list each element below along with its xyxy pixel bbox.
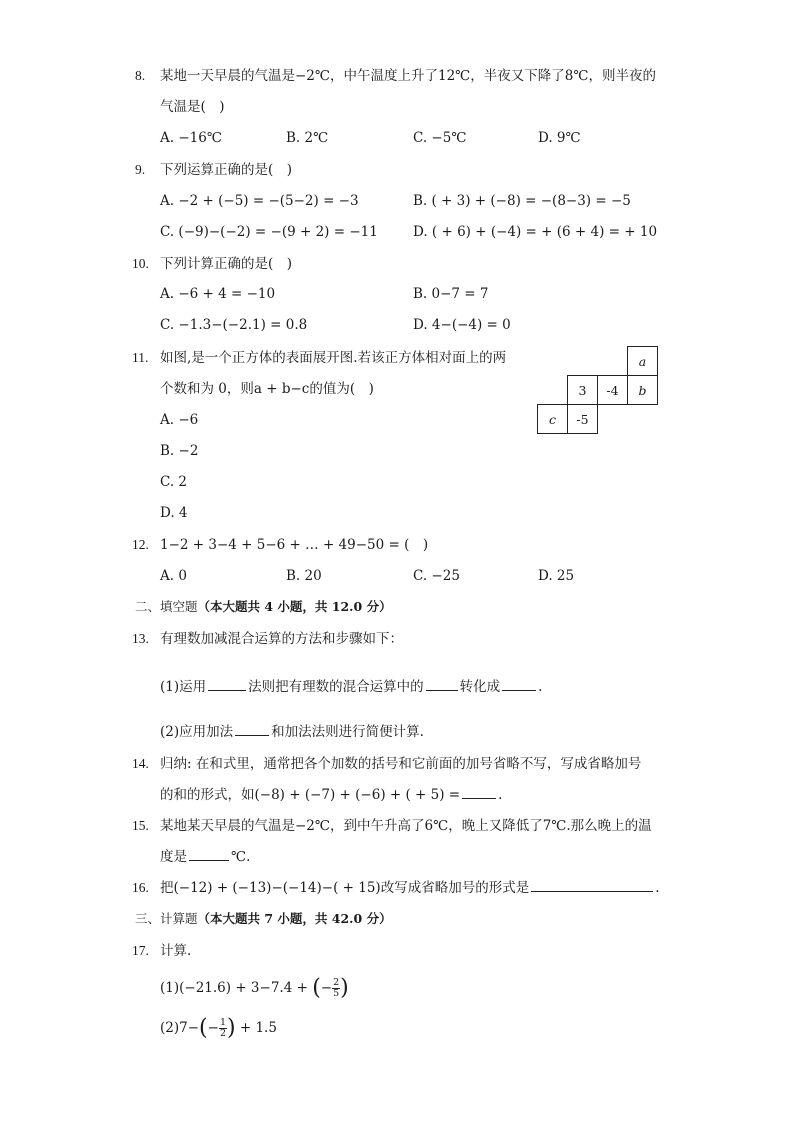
q8-option-b: B. 2℃	[286, 130, 329, 146]
q17-expression-2	[160, 1015, 277, 1041]
q13-part1-b: 法则把有理数的混合运算中的	[248, 679, 424, 695]
q11-number: 11.	[132, 350, 149, 365]
q11-text-line2: 个数和为 0，则a + b−c的值为( )	[160, 381, 374, 397]
q17-e2-close-paren: )	[226, 1015, 236, 1041]
net-cell-neg4: -4	[597, 375, 628, 405]
q13-part1	[160, 678, 542, 696]
q13-part1-c: 转化成	[459, 679, 501, 695]
q11-option-b: B. −2	[160, 443, 199, 459]
q12-option-a: A. 0	[160, 568, 187, 584]
q12-number: 12.	[132, 537, 149, 552]
q10-text: 下列计算正确的是( )	[160, 256, 293, 272]
q17-number: 17.	[132, 943, 149, 958]
q10-option-d: D. 4−(−4) = 0	[413, 317, 511, 333]
q17-e1-open-paren: (	[312, 975, 321, 1001]
q12-option-d: D. 25	[538, 568, 575, 584]
net-cell-neg5: -5	[567, 404, 598, 434]
q14-line2-a: 的和的形式，如(−8) + (−7) + (−6) + ( + 5) =	[160, 787, 461, 803]
net-cell-3: 3	[567, 375, 598, 405]
q9-option-d: D. ( + 6) + (−4) = + (6 + 4) = + 10	[413, 224, 658, 240]
q8-option-d: D. 9℃	[538, 130, 581, 146]
q16-text-a: 把(−12) + (−13)−(−14)−( + 15)改写成省略加号的形式是	[160, 880, 530, 896]
q13-part1-d: .	[538, 679, 543, 695]
q13-blank-1[interactable]	[208, 678, 246, 691]
section3-detail: （本大题共 7 小题，共 42.0 分）	[197, 911, 392, 926]
q17-e2-fraction	[219, 1018, 227, 1039]
q17-expression-1	[160, 975, 349, 1001]
q13-number: 13.	[132, 631, 149, 646]
q10-option-c: C. −1.3−(−2.1) = 0.8	[160, 317, 308, 333]
q17-e1-minus: −	[320, 980, 333, 996]
q17-e1-close-paren: )	[340, 975, 349, 1001]
q8-number: 8.	[135, 68, 146, 83]
q13-blank-3[interactable]	[502, 678, 536, 691]
q16-number: 16.	[132, 880, 149, 895]
q9-option-c: C. (−9)−(−2) = −(9 + 2) = −11	[160, 224, 378, 240]
q12-option-b: B. 20	[286, 568, 322, 584]
q17-e1-text: (1)(−21.6) + 3−7.4 +	[160, 980, 313, 996]
q8-text-line1: 某地一天早晨的气温是−2℃，中午温度上升了12℃，半夜又下降了8℃，则半夜的	[160, 68, 656, 84]
q15-number: 15.	[132, 818, 149, 833]
q17-e2-numerator: 1	[219, 1017, 226, 1028]
section-heading-fill-in	[135, 598, 392, 616]
q13-part2-a: (2)应用加法	[160, 724, 234, 740]
q12-text: 1−2 + 3−4 + 5−6 + … + 49−50 = ( )	[160, 537, 429, 553]
q17-e1-denominator: 5	[333, 988, 340, 999]
q12-option-c: C. −25	[413, 568, 460, 584]
q15-text-line2	[160, 848, 250, 866]
q11-option-c: C. 2	[160, 474, 188, 490]
q8-option-c: C. −5℃	[413, 130, 467, 146]
q14-blank[interactable]	[462, 786, 496, 799]
q13-text: 有理数加减混合运算的方法和步骤如下：	[160, 631, 403, 647]
q9-option-b: B. ( + 3) + (−8) = −(8−3) = −5	[413, 193, 631, 209]
q17-e1-fraction	[332, 978, 340, 999]
section2-prefix: 二、填空题	[135, 599, 198, 614]
q16-text-b: .	[655, 880, 660, 896]
section-heading-calculation	[135, 910, 392, 928]
q11-option-a: A. −6	[160, 412, 199, 428]
q13-blank-2[interactable]	[426, 678, 458, 691]
q13-blank-4[interactable]	[235, 723, 269, 736]
q10-option-a: A. −6 + 4 = −10	[160, 286, 276, 302]
q16-blank[interactable]	[531, 879, 653, 892]
q15-line2-a: 度是	[160, 849, 187, 865]
net-cell-b: b	[627, 375, 658, 405]
q10-option-b: B. 0−7 = 7	[413, 286, 489, 302]
q17-e2-text-b: + 1.5	[235, 1020, 277, 1036]
q15-blank[interactable]	[189, 848, 229, 861]
q15-line2-b: ℃.	[231, 849, 251, 865]
q14-text-line2	[160, 786, 502, 804]
q8-option-a: A. −16℃	[160, 130, 222, 146]
net-cell-c: c	[537, 404, 568, 434]
q14-text-line1: 归纳: 在和式里，通常把各个加数的括号和它前面的加号省略不写，写成省略加号	[160, 756, 642, 772]
q13-part1-a: (1)运用	[160, 679, 207, 695]
q14-number: 14.	[132, 756, 149, 771]
q9-number: 9.	[135, 162, 146, 177]
q13-part2	[160, 723, 424, 741]
q10-number: 10.	[132, 256, 149, 271]
section2-detail: （本大题共 4 小题，共 12.0 分）	[197, 599, 392, 614]
q13-part2-b: 和加法法则进行简便计算.	[271, 724, 424, 740]
q17-e2-denominator: 2	[219, 1028, 226, 1039]
q17-e2-open-paren: (	[199, 1015, 208, 1041]
q17-text: 计算.	[160, 943, 192, 959]
net-cell-a: a	[627, 346, 658, 376]
section3-prefix: 三、计算题	[135, 911, 198, 926]
q14-line2-b: .	[498, 787, 503, 803]
q17-e2-text-a: (2)7−	[160, 1020, 200, 1036]
q8-text-line2: 气温是( )	[160, 99, 225, 115]
q17-e2-minus: −	[207, 1020, 219, 1036]
q11-option-d: D. 4	[160, 505, 188, 521]
q15-text-line1: 某地某天早晨的气温是−2℃，到中午升高了6℃，晚上又降低了7℃.那么晚上的温	[160, 818, 652, 834]
q9-text: 下列运算正确的是( )	[160, 162, 293, 178]
q9-option-a: A. −2 + (−5) = −(5−2) = −3	[160, 193, 359, 209]
q17-e1-numerator: 2	[333, 977, 340, 988]
q16-text	[160, 879, 660, 897]
q11-text-line1: 如图,是一个正方体的表面展开图.若该正方体相对面上的两	[160, 350, 507, 366]
